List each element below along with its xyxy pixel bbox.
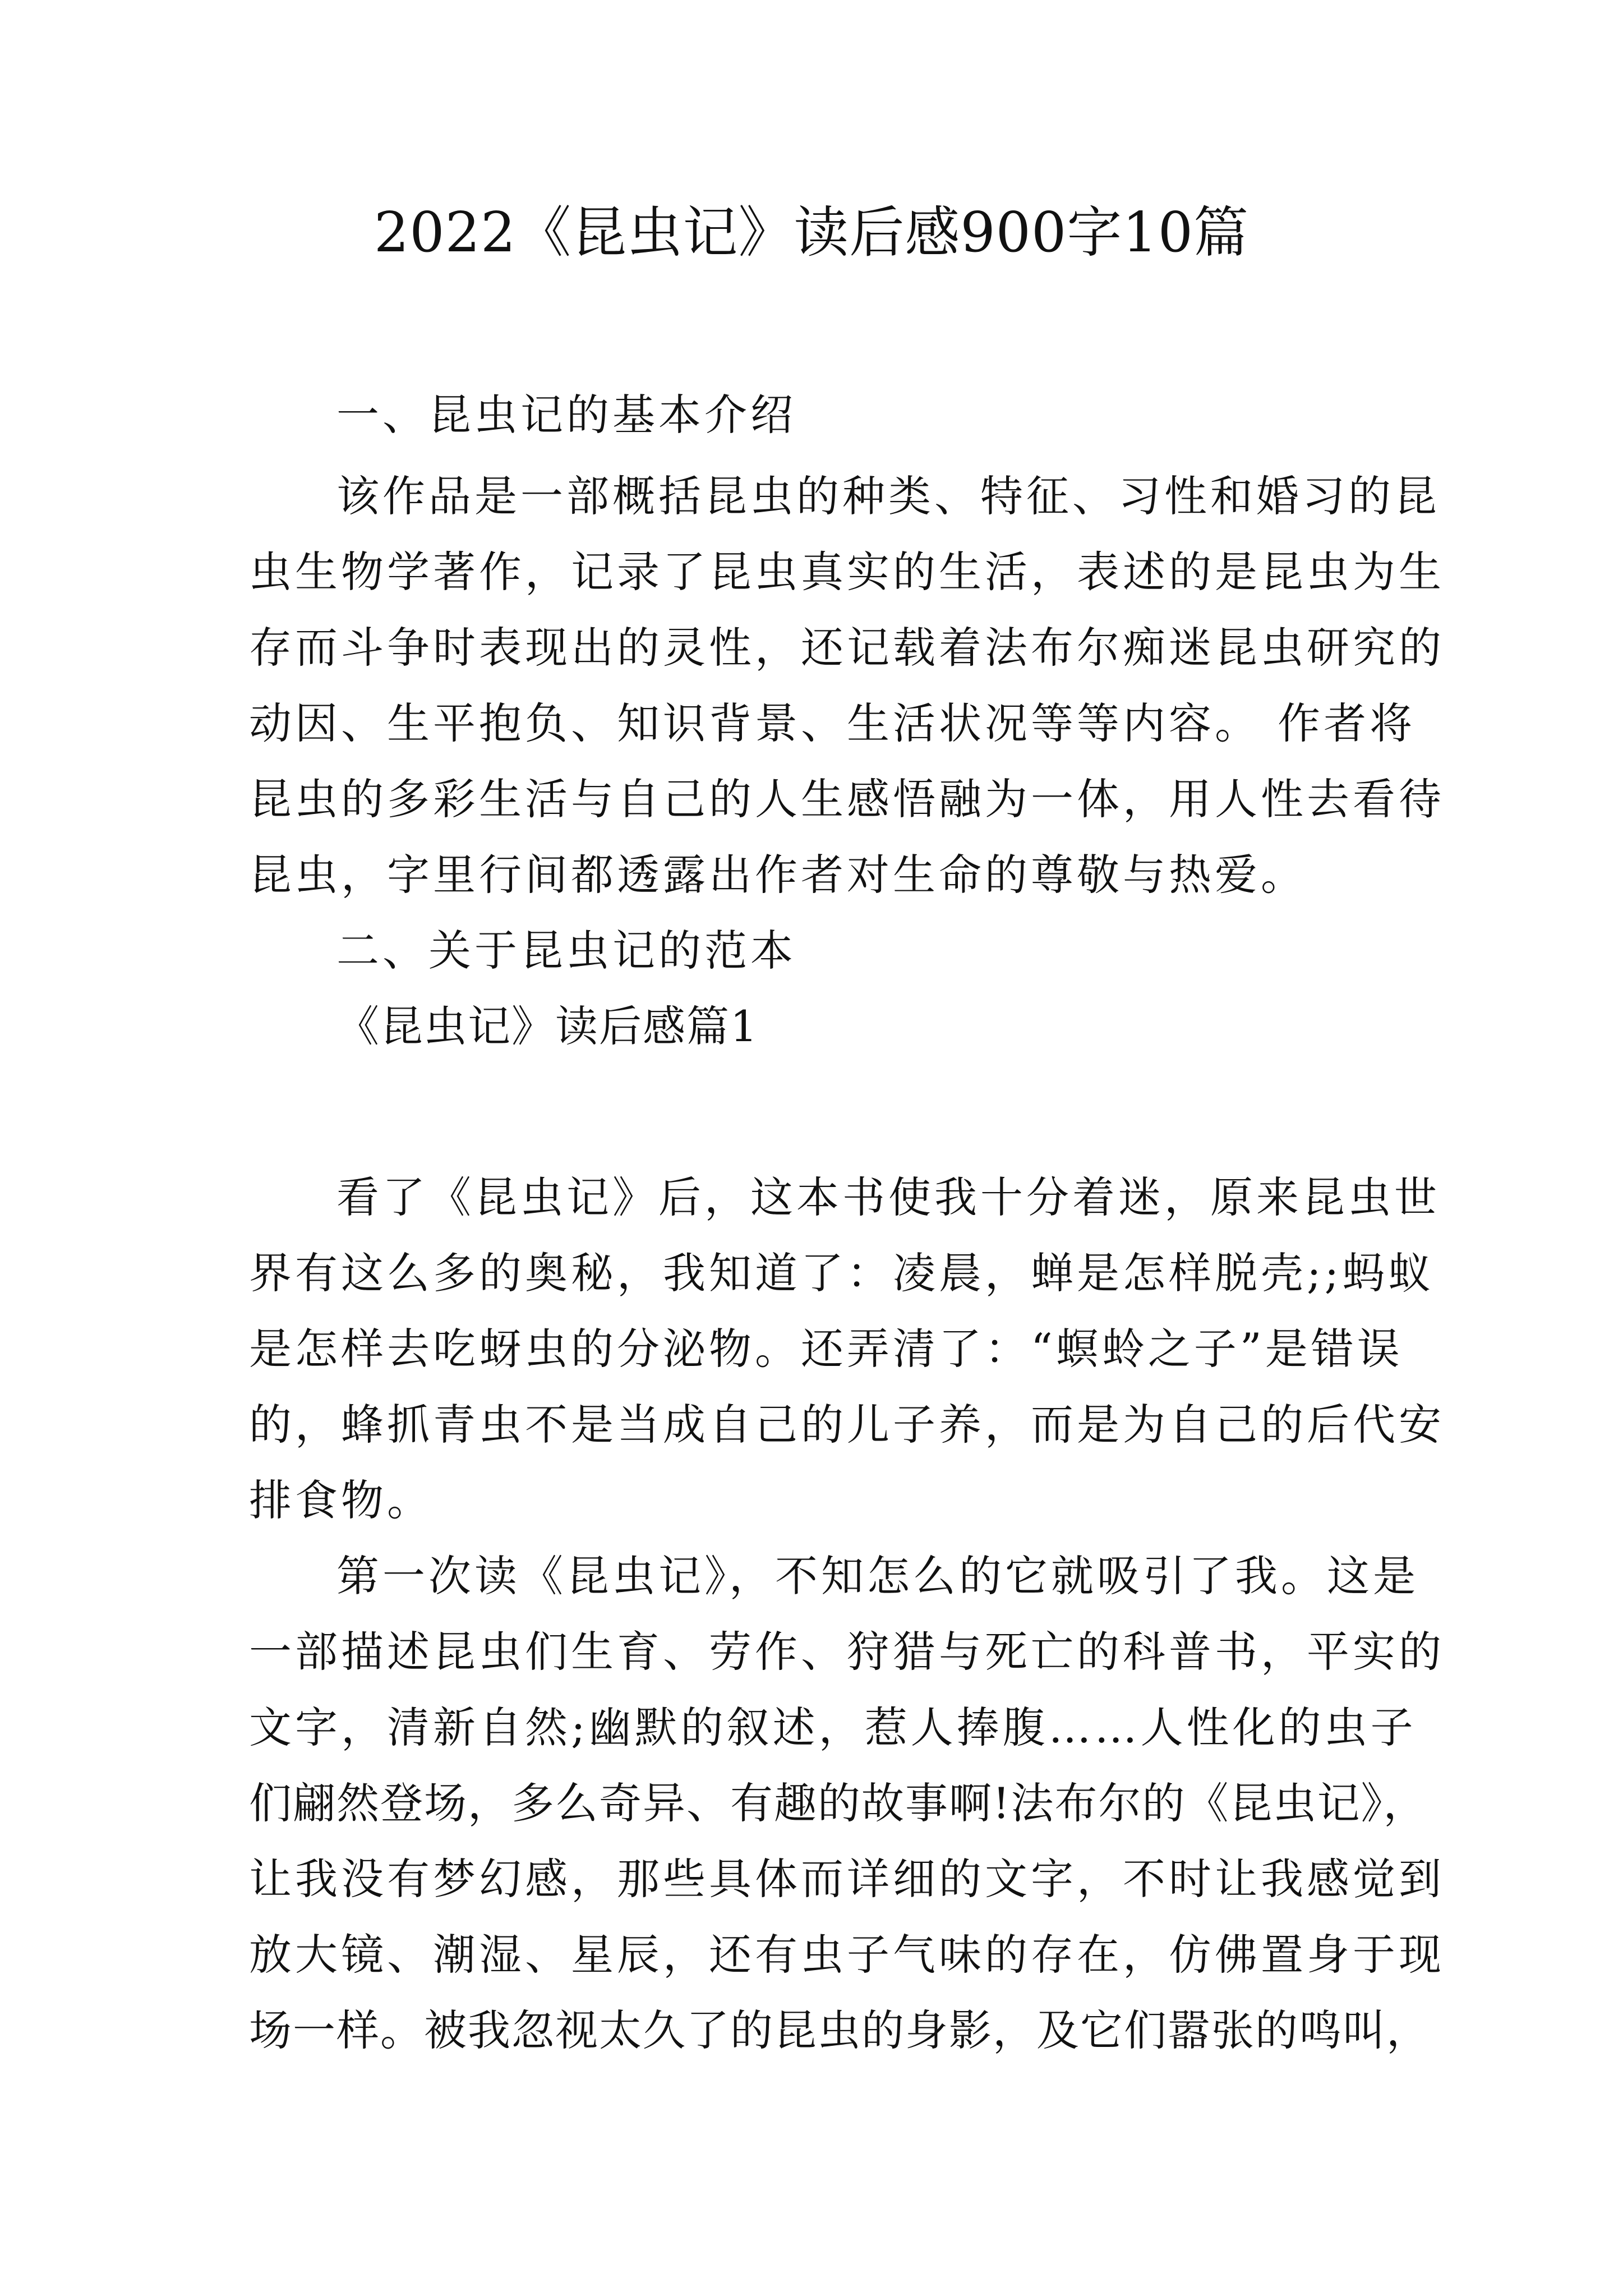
paragraph-line: 第一次读《昆虫记》，不知怎么的它就吸引了我。这是	[336, 1551, 1419, 1601]
paragraph-line: 该作品是一部概括昆虫的种类、特征、习性和婚习的昆	[336, 471, 1440, 521]
paragraph-line: 的，蜂抓青虫不是当成自己的儿子养，而是为自己的后代安	[249, 1400, 1445, 1450]
document-title: 2022《昆虫记》读后感900字10篇	[374, 201, 1249, 265]
paragraph-line: 排食物。	[249, 1475, 433, 1525]
section-heading-intro: 一、昆虫记的基本介绍	[336, 390, 796, 440]
paragraph-line: 昆虫的多彩生活与自己的人生感悟融为一体，用人性去看待	[249, 774, 1445, 824]
paragraph-line: 存而斗争时表现出的灵性，还记载着法布尔痴迷昆虫研究的	[249, 623, 1445, 673]
sample-title: 《昆虫记》读后感篇1	[336, 1001, 759, 1051]
paragraph-line: 放大镜、潮湿、星辰，还有虫子气味的存在，仿佛置身于现	[249, 1930, 1445, 1980]
paragraph-line: 界有这么多的奥秘，我知道了：凌晨，蝉是怎样脱壳;;蚂蚁	[249, 1248, 1435, 1298]
paragraph-line: 让我没有梦幻感，那些具体而详细的文字，不时让我感觉到	[249, 1854, 1445, 1904]
paragraph-line: 虫生物学著作，记录了昆虫真实的生活，表述的是昆虫为生	[249, 547, 1445, 597]
paragraph-line: 昆虫，字里行间都透露出作者对生命的尊敬与热爱。	[249, 850, 1307, 900]
paragraph-line: 一部描述昆虫们生育、劳作、狩猎与死亡的科普书，平实的	[249, 1627, 1445, 1677]
paragraph-line: 文字，清新自然;幽默的叙述，惹人捧腹……人性化的虫子	[249, 1703, 1417, 1752]
paragraph-line: 看了《昆虫记》后，这本书使我十分着迷，原来昆虫世	[336, 1172, 1440, 1222]
paragraph-line: 们翩然登场，多么奇异、有趣的故事啊!法布尔的《昆虫记》，	[249, 1778, 1427, 1828]
paragraph-line: 动因、生平抱负、知识背景、生活状况等等内容。 作者将	[249, 698, 1416, 748]
paragraph-line: 是怎样去吃蚜虫的分泌物。还弄清了：“螟蛉之子”是错误	[249, 1324, 1403, 1374]
section-heading-samples: 二、关于昆虫记的范本	[336, 926, 796, 976]
paragraph-line: 场一样。被我忽视太久了的昆虫的身影，及它们嚣张的鸣叫，	[249, 2005, 1430, 2055]
